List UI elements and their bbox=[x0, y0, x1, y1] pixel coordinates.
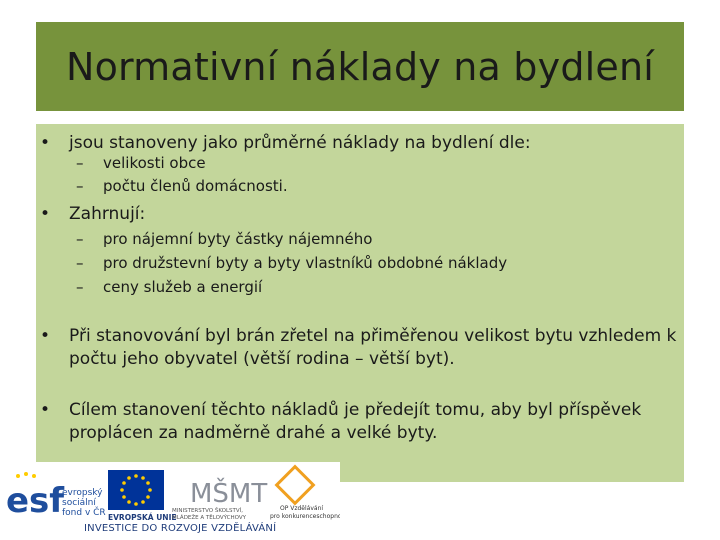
content-panel: • jsou stanoveny jako průměrné náklady na bydlení dle: – velikosti obce – počtu členů domácnosti. • Zahrnují: – pro nájemní byty částky nájemného – pro družstevní byty a byty vlastníků obdobné náklady – ceny služeb a energií • Při stanovování byl brán zřetel na přiměřenou velikost bytu vzhledem k počtu jeho obyvatel (větší rodina – větší byt). • Cílem stanovení těchto nákladů je předejít tomu, aby byl příspěvek proplácen za nadměrně drahé a velké byty. bbox=[36, 124, 684, 482]
slide-title: Normativní náklady na bydlení bbox=[65, 44, 655, 89]
sub-dash: – bbox=[76, 254, 84, 272]
sub-dash: – bbox=[76, 154, 84, 172]
esf-line-1: evropský bbox=[62, 488, 103, 498]
logo-strip bbox=[0, 462, 340, 540]
bullet-2-text: Zahrnují: bbox=[69, 204, 146, 224]
bullet-dot: • bbox=[40, 326, 51, 346]
eu-flag-logo bbox=[108, 470, 177, 522]
msmt-sub-1: MINISTERSTVO ŠKOLSTVÍ, bbox=[172, 508, 244, 514]
logos-graphic bbox=[0, 462, 340, 524]
msmt-label: MŠMT bbox=[190, 479, 268, 509]
title-bar bbox=[36, 22, 684, 111]
sub-dash: – bbox=[76, 278, 84, 296]
sub-dash: – bbox=[76, 177, 84, 195]
op-logo bbox=[270, 467, 340, 520]
esf-logo-text: esf bbox=[6, 481, 65, 521]
bullet-4-text: Cílem stanovení těchto nákladů je předejít tomu, aby byl příspěvek proplácen za nadměrně drahé a velké byty. bbox=[69, 400, 642, 443]
eu-label: EVROPSKÁ UNIE bbox=[108, 513, 177, 522]
esf-line-2: sociální bbox=[62, 498, 96, 508]
op-line-2: pro konkurenceschopnost bbox=[270, 513, 340, 520]
bullet-3-text: Při stanovování byl brán zřetel na přiměřenou velikost bytu vzhledem k počtu jeho obyvatel (větší rodina – větší byt). bbox=[69, 326, 677, 369]
op-line-1: OP Vzdělávání bbox=[280, 505, 324, 512]
bullet-1-text: jsou stanoveny jako průměrné náklady na bydlení dle: bbox=[69, 133, 531, 153]
logo-caption: INVESTICE DO ROZVOJE VZDĚLÁVÁNÍ bbox=[84, 523, 277, 534]
bullet-dot: • bbox=[40, 204, 51, 224]
sub-dash: – bbox=[76, 230, 84, 248]
esf-line-3: fond v ČR bbox=[62, 508, 106, 518]
bullet-dot: • bbox=[40, 400, 51, 420]
bullet-dot: • bbox=[40, 133, 51, 153]
esf-logo bbox=[6, 468, 106, 521]
msmt-logo bbox=[172, 477, 267, 521]
msmt-sub-2: MLÁDEŽE A TĚLOVÝCHOVY bbox=[172, 515, 246, 521]
